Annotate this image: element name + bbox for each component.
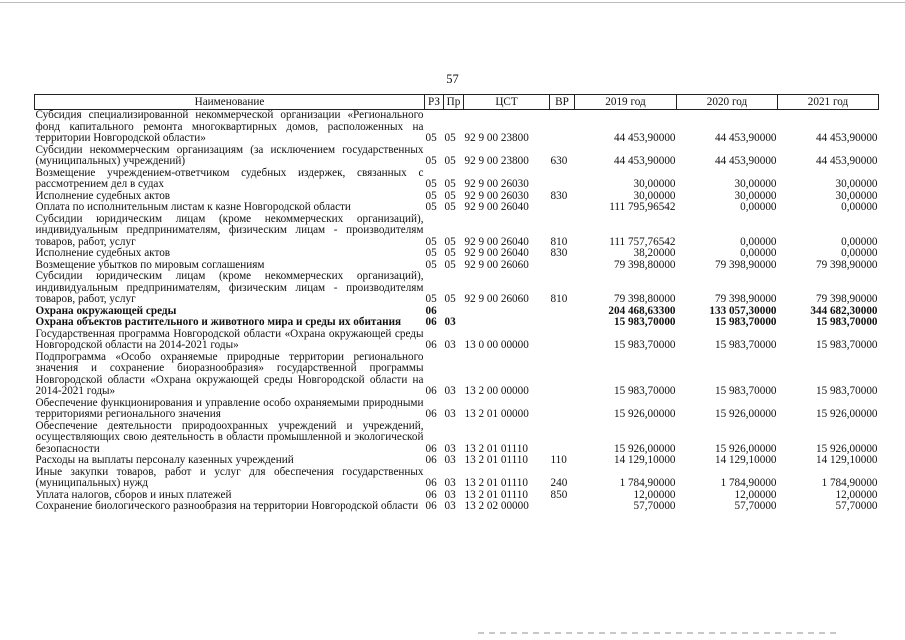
cell-pr: 05 [444, 189, 456, 202]
cell-rz: 06 [425, 454, 437, 466]
table-row [35, 467, 879, 490]
cell-cst: 13 2 01 01110 [464, 488, 528, 501]
cell-pr: 03 [444, 454, 456, 466]
cell-y2021: 44 453,90000 [815, 132, 878, 144]
cell-cst: 92 9 00 23800 [464, 132, 529, 144]
cell-cst: 13 2 01 01110 [464, 454, 528, 466]
cell-name: Субсидия специализированной некоммерческой организации «Регионального фонд капитального ремонта многоквартирных домов, расположенных на территории Новгородской области» [35, 109, 424, 144]
cell-name: Обеспечение деятельности природоохранных учреждений и учреждений, осуществляющих свою деятельность в области промышленной и экологической безопасности [35, 419, 424, 455]
cell-rz: 06 [425, 477, 437, 489]
cell-y2019: 111 795,96542 [609, 201, 676, 213]
cell-y2021: 30,00000 [835, 178, 878, 190]
cell-cst: 13 0 00 00000 [464, 339, 529, 351]
cell-cst: 92 9 00 26060 [464, 258, 529, 271]
table-row [35, 248, 879, 260]
cell-pr: 03 [444, 442, 456, 455]
cell-rz: 05 [425, 178, 437, 190]
cell-y2019: 15 926,00000 [613, 408, 676, 420]
cell-name: Возмещение убытков по мировым соглашениям [35, 258, 265, 271]
cell-vr: 810 [550, 293, 568, 305]
cell-vr: 630 [550, 155, 568, 167]
cell-name: Охрана объектов растительного и животного мира и среды их обитания [35, 316, 402, 328]
cell-y2019: 30,00000 [633, 189, 676, 202]
cell-vr [550, 306, 575, 318]
scan-bottom-marks [478, 632, 838, 634]
cell-cst: 13 2 00 00000 [464, 385, 529, 397]
cell-y2020: 44 453,90000 [714, 132, 777, 144]
table-row [35, 145, 879, 168]
cell-y2019: 30,00000 [633, 178, 676, 190]
table-row [35, 421, 879, 456]
cell-vr [550, 352, 575, 398]
cell-rz: 06 [425, 339, 437, 351]
cell-rz: 05 [425, 247, 437, 259]
cell-y2020: 15 983,70000 [714, 316, 777, 328]
cell-pr: 05 [444, 247, 456, 259]
cell-y2019: 38,20000 [633, 247, 676, 259]
cell-cst: 13 2 01 00000 [464, 408, 529, 420]
cell-cst: 13 2 01 01110 [464, 442, 528, 455]
cell-y2020: 15 983,70000 [714, 385, 777, 397]
cell-y2019: 14 129,10000 [613, 454, 676, 466]
budget-table [34, 94, 879, 513]
cell-name: Уплата налогов, сборов и иных платежей [35, 488, 232, 501]
cell-cst: 92 9 00 23800 [464, 155, 529, 167]
cell-rz: 06 [425, 385, 437, 397]
cell-y2021: 15 983,70000 [815, 316, 878, 328]
cell-vr [550, 329, 575, 352]
cell-pr: 03 [444, 316, 456, 328]
cell-y2019: 15 983,70000 [613, 316, 676, 328]
cell-y2020: 15 926,00000 [714, 408, 777, 420]
cell-y2021: 30,00000 [835, 189, 878, 202]
cell-y2021: 57,70000 [835, 500, 878, 512]
cell-pr: 05 [444, 178, 456, 190]
cell-cst [464, 306, 550, 318]
cell-y2021: 0,00000 [841, 201, 878, 213]
cell-y2021: 15 983,70000 [815, 339, 878, 351]
page-number: 57 [446, 72, 459, 86]
header-2020: 2020 год [677, 95, 778, 110]
cell-rz: 06 [425, 408, 437, 420]
header-vr: ВР [550, 95, 575, 110]
header-2021: 2021 год [778, 95, 879, 110]
cell-name: Подпрограмма «Особо охраняемые природные территории регионального значения и сохранение биоразнообразия» государственной программы Новгородской области «Охрана окружающей среды Новгородской области на 2014-2021 годы» [35, 350, 424, 397]
table-row [35, 202, 879, 214]
cell-rz: 06 [425, 500, 437, 512]
cell-y2020: 12,00000 [734, 488, 777, 501]
cell-y2020: 79 398,90000 [714, 258, 777, 271]
table-row [35, 168, 879, 191]
cell-pr: 05 [444, 132, 456, 144]
cell-vr: 830 [550, 247, 568, 259]
cell-y2020: 133 057,30000 [709, 304, 777, 317]
cell-name: Обеспечение функционирования и управление особо охраняемыми природными территориями регионального значения [35, 396, 424, 420]
cell-vr [550, 398, 575, 421]
cell-y2021: 12,00000 [835, 488, 878, 501]
table-row [35, 271, 879, 306]
cell-vr: 850 [550, 488, 568, 501]
cell-y2020: 14 129,10000 [714, 454, 777, 466]
cell-y2021: 14 129,10000 [815, 454, 878, 466]
cell-rz: 05 [425, 258, 437, 271]
cell-rz: 06 [425, 304, 437, 317]
header-2019: 2019 год [575, 95, 677, 110]
cell-y2020: 15 926,00000 [714, 442, 777, 455]
cell-cst: 92 9 00 26030 [464, 178, 529, 190]
cell-vr: 830 [550, 189, 568, 202]
cell-pr: 05 [444, 201, 456, 213]
cell-y2019: 12,00000 [633, 488, 676, 501]
cell-y2020: 44 453,90000 [714, 155, 777, 167]
cell-vr [550, 260, 575, 272]
cell-y2019: 204 468,63300 [608, 304, 676, 317]
cell-y2020: 1 784,90000 [720, 477, 777, 489]
cell-pr: 05 [444, 258, 456, 271]
cell-pr: 03 [444, 339, 456, 351]
header-rz: РЗ [425, 95, 444, 110]
cell-pr: 05 [444, 293, 456, 305]
cell-name: Государственная программа Новгородской области «Охрана окружающей среды Новгородской области на 2014-2021 годы» [35, 327, 424, 351]
cell-cst [464, 317, 550, 329]
cell-name: Возмещение учреждением-ответчиком судебных издержек, связанных с рассмотрением дел в судах [35, 166, 424, 190]
table-body [35, 110, 879, 513]
cell-vr: 110 [550, 454, 567, 466]
table-row [35, 214, 879, 249]
header-cst: ЦСТ [464, 95, 550, 110]
cell-name: Иные закупки товаров, работ и услуг для обеспечения государственных (муниципальных) нужд [35, 465, 424, 489]
cell-y2021: 0,00000 [841, 247, 878, 259]
table-row [35, 455, 879, 467]
table-row [35, 398, 879, 421]
cell-cst: 13 2 02 00000 [464, 500, 529, 512]
cell-y2019: 111 757,76542 [609, 235, 676, 248]
cell-cst: 92 9 00 26040 [464, 235, 529, 248]
cell-pr: 03 [444, 477, 456, 489]
cell-y2020: 30,00000 [734, 178, 777, 190]
cell-y2020: 30,00000 [734, 189, 777, 202]
scan-top-edge [0, 2, 905, 3]
cell-y2020: 57,70000 [734, 500, 777, 512]
cell-y2019: 57,70000 [633, 500, 676, 512]
table-row [35, 501, 879, 513]
cell-rz: 05 [425, 201, 437, 213]
cell-pr: 05 [444, 155, 456, 167]
cell-pr: 03 [444, 500, 456, 512]
cell-y2021: 79 398,90000 [815, 293, 878, 305]
cell-y2020: 79 398,90000 [714, 293, 777, 305]
header-name: Наименование [35, 95, 425, 110]
cell-name: Сохранение биологического разнообразия на территории Новгородской области [35, 500, 419, 512]
cell-rz: 05 [425, 132, 437, 144]
cell-y2020: 0,00000 [740, 235, 777, 248]
header-pr: Пр [444, 95, 464, 110]
cell-y2020: 0,00000 [740, 201, 777, 213]
cell-vr [550, 110, 575, 145]
cell-y2021: 344 682,30000 [810, 304, 878, 317]
cell-name: Расходы на выплаты персоналу казенных учреждений [35, 454, 294, 466]
cell-vr: 240 [550, 477, 568, 489]
cell-name: Субсидии юридическим лицам (кроме некоммерческих организаций), индивидуальным предпринимателям, физическим лицам - производителям товаров, работ, услуг [35, 270, 424, 305]
cell-y2021: 0,00000 [841, 235, 878, 248]
table-row [35, 110, 879, 145]
cell-vr [550, 317, 575, 329]
cell-cst: 92 9 00 26060 [464, 293, 529, 305]
cell-name: Оплата по исполнительным листам к казне Новгородской области [35, 201, 351, 213]
cell-rz: 05 [425, 293, 437, 305]
cell-y2019: 79 398,80000 [613, 258, 676, 271]
table-header-row [35, 95, 879, 110]
cell-y2019: 79 398,80000 [613, 293, 676, 305]
cell-vr [550, 421, 575, 456]
cell-rz: 06 [425, 488, 437, 501]
cell-pr: 03 [444, 408, 456, 420]
cell-pr: 03 [444, 488, 456, 501]
cell-cst: 92 9 00 26040 [464, 247, 529, 259]
cell-y2021: 15 926,00000 [815, 408, 878, 420]
cell-y2020: 15 983,70000 [714, 339, 777, 351]
cell-rz: 05 [425, 189, 437, 202]
table-row [35, 329, 879, 352]
cell-name: Охрана окружающей среды [35, 304, 177, 317]
cell-rz: 05 [425, 235, 437, 248]
cell-cst: 92 9 00 26030 [464, 189, 529, 202]
cell-y2021: 15 983,70000 [815, 385, 878, 397]
cell-rz: 06 [425, 316, 437, 328]
cell-name: Субсидии некоммерческим организациям (за исключением государственных (муниципальных) учреждений) [35, 143, 424, 167]
cell-name: Субсидии юридическим лицам (кроме некоммерческих организаций), индивидуальным предпринимателям, физическим лицам - производителям товаров, работ, услуг [35, 212, 424, 248]
cell-vr [550, 501, 575, 513]
cell-y2019: 15 983,70000 [613, 339, 676, 351]
cell-y2021: 1 784,90000 [821, 477, 878, 489]
cell-y2019: 1 784,90000 [619, 477, 676, 489]
cell-pr: 05 [444, 235, 456, 248]
cell-cst: 13 2 01 01110 [464, 477, 528, 489]
cell-rz: 05 [425, 155, 437, 167]
cell-name: Исполнение судебных актов [35, 189, 171, 202]
cell-vr [550, 168, 575, 191]
cell-y2020: 0,00000 [740, 247, 777, 259]
cell-vr [550, 202, 575, 214]
cell-rz: 06 [425, 442, 437, 455]
cell-y2021: 15 926,00000 [815, 442, 878, 455]
table-row [35, 317, 879, 329]
cell-y2021: 44 453,90000 [815, 155, 878, 167]
cell-y2019: 44 453,90000 [613, 132, 676, 144]
cell-y2019: 15 926,00000 [613, 442, 676, 455]
table-row [35, 352, 879, 398]
cell-y2019: 15 983,70000 [613, 385, 676, 397]
cell-y2019: 44 453,90000 [613, 155, 676, 167]
cell-cst: 92 9 00 26040 [464, 201, 529, 213]
cell-vr: 810 [550, 235, 568, 248]
cell-pr: 03 [444, 385, 456, 397]
cell-y2021: 79 398,90000 [815, 258, 878, 271]
cell-name: Исполнение судебных актов [35, 247, 171, 259]
